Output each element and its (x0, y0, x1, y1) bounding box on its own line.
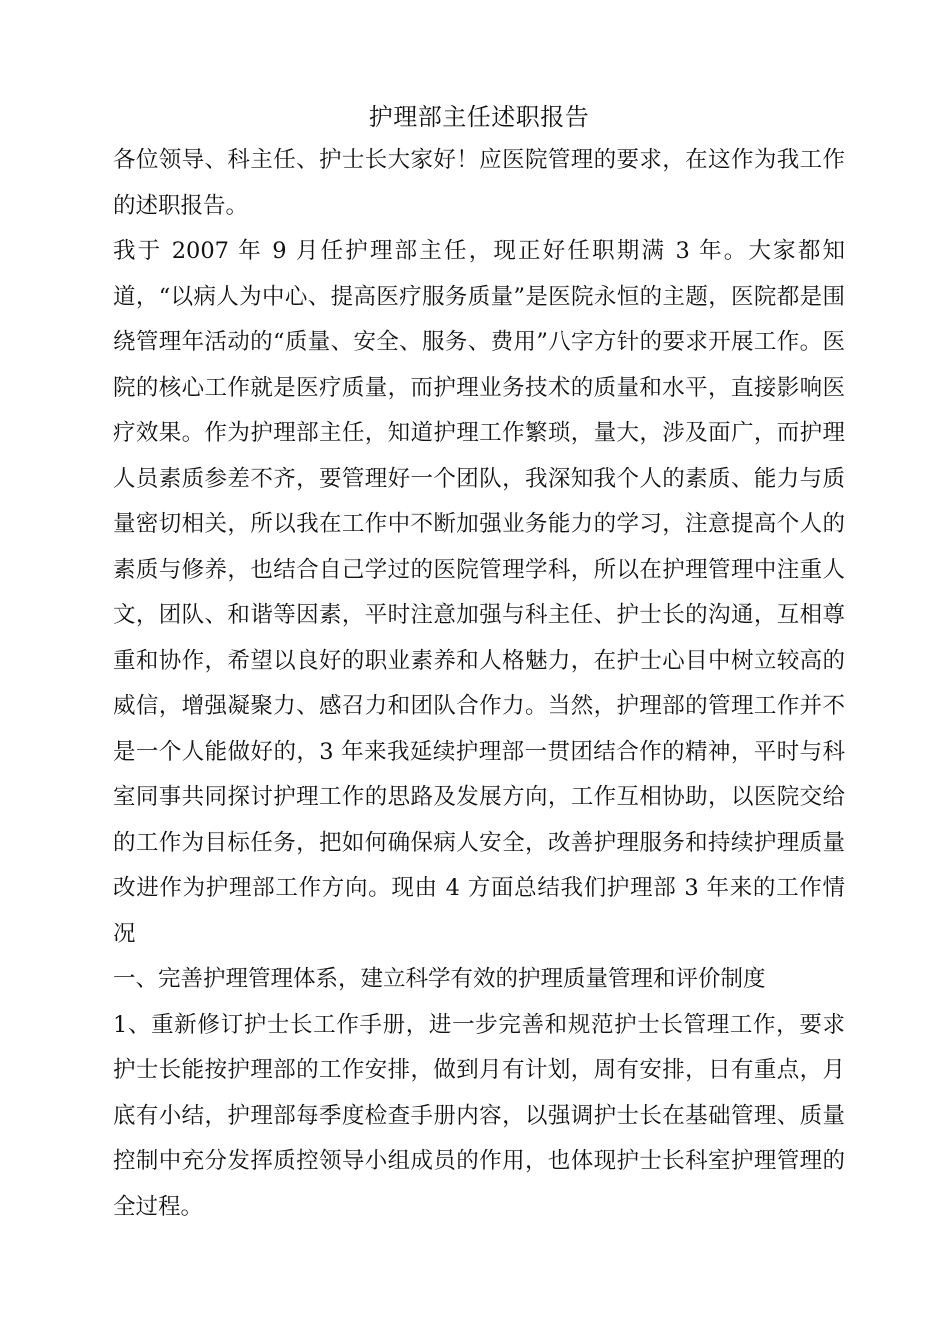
section-heading-one: 一、完善护理管理体系，建立科学有效的护理质量管理和评价制度 (113, 966, 766, 992)
paragraph-item-one: 1、重新修订护士长工作手册，进一步完善和规范护士长管理工作，要求护士长能按护理部的工作安排，做到月有计划，周有安排，日有重点，月底有小结，护理部每季度检查手册内容，以强调护士长在基础管理、质量控制中充分发挥质控领导小组成员的作用，也体现护士长科室护理管理的全过程。 (113, 1011, 845, 1220)
paragraph-greeting: 各位领导、科主任、护士长大家好！应医院管理的要求，在这作为我工作的述职报告。 (113, 147, 845, 219)
document-body (113, 96, 845, 1230)
document-title: 护理部主任述职报告 (368, 103, 590, 131)
paragraph-introduction: 我于 2007 年 9 月任护理部主任，现正好任职期满 3 年。大家都知道，“以病人为中心、提高医疗服务质量”是医院永恒的主题，医院都是围绕管理年活动的“质量、安全、服务、费用”八字方针的要求开展工作。医院的核心工作就是医疗质量，而护理业务技术的质量和水平，直接影响医疗效果。作为护理部主任，知道护理工作繁琐，量大，涉及面广，而护理人员素质参差不齐，要管理好一个团队，我深知我个人的素质、能力与质量密切相关，所以我在工作中不断加强业务能力的学习，注意提高个人的素质与修养，也结合自己学过的医院管理学科，所以在护理管理中注重人文，团队、和谐等因素，平时注意加强与科主任、护士长的沟通，互相尊重和协作，希望以良好的职业素养和人格魅力，在护士心目中树立较高的威信，增强凝聚力、感召力和团队合作力。当然，护理部的管理工作并不是一个人能做好的，3 年来我延续护理部一贯团结合作的精神，平时与科室同事共同探讨护理工作的思路及发展方向，工作互相协助，以医院交给的工作为目标任务，把如何确保病人安全，改善护理服务和持续护理质量改进作为护理部工作方向。现由 4 方面总结我们护理部 3 年来的工作情况 (113, 238, 845, 947)
